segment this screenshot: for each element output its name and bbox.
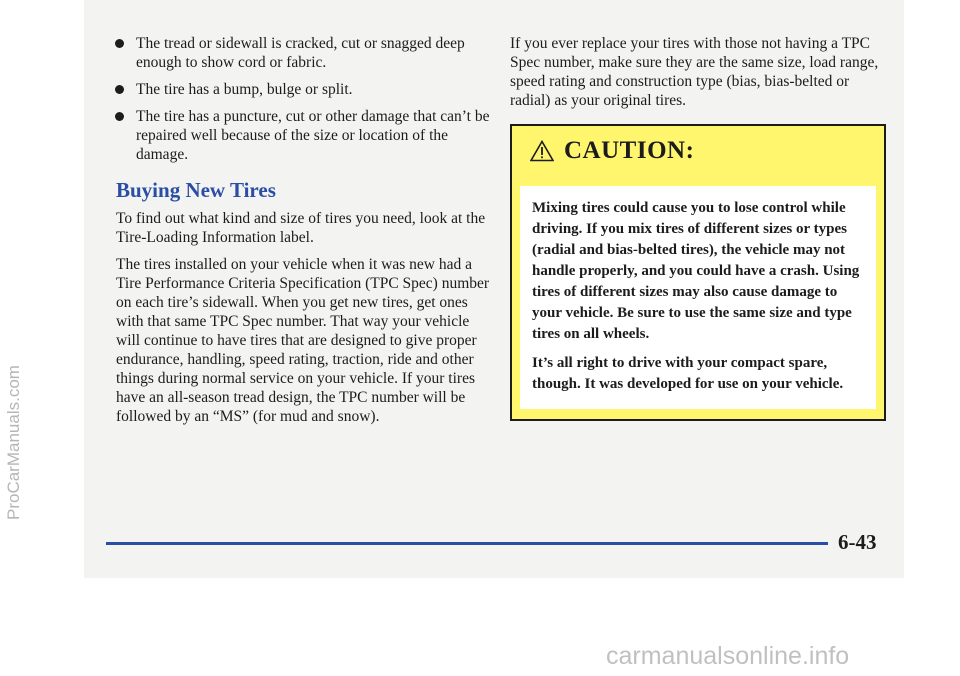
caution-title: CAUTION: [564,137,695,164]
body-paragraph: If you ever replace your tires with those not having a TPC Spec number, make sure they are the same size, load range, speed rating and construction type (bias, bias-belted or radial) as your original tires. [510,35,879,109]
bullet-dot-icon [115,112,124,121]
bullet-item [110,80,490,99]
bullet-text: The tire has a bump, bulge or split. [136,81,353,98]
caution-body-inner [520,186,876,409]
caution-header [512,126,884,178]
bullet-text: The tire has a puncture, cut or other damage that can’t be repaired well because of the size or location of the damage. [136,108,490,163]
caution-body [512,178,884,419]
caution-box [510,124,886,421]
warning-triangle-icon [530,140,554,162]
watermark-left: ProCarManuals.com [4,365,23,520]
footer-rule [106,542,828,545]
caution-paragraph: Mixing tires could cause you to lose control while driving. If you mix tires of different sizes or types (radial and bias-belted tires), the vehicle may not handle properly, and you could have a crash. Using tires of different sizes may also cause damage to your vehicle. Be sure to use the same size and type tires on all wheels. [532,200,860,342]
bullet-dot-icon [115,85,124,94]
body-paragraph: To find out what kind and size of tires you need, look at the Tire-Loading Information label. [116,210,486,246]
caution-paragraph: It’s all right to drive with your compact spare, though. It was developed for use on your vehicle. [532,355,844,392]
bullet-item [110,107,490,164]
bullet-text: The tread or sidewall is cracked, cut or snagged deep enough to show cord or fabric. [136,35,465,71]
left-column [110,34,490,434]
tire-damage-bullet-list [110,34,490,164]
page-number: 6-43 [838,530,877,554]
right-column [510,34,886,421]
bullet-item [110,34,490,72]
body-paragraph: The tires installed on your vehicle when it was new had a Tire Performance Criteria Specification (TPC Spec) number on each tire’s sidewall. When you get new tires, get ones with that same TPC Spec number. That way your vehicle will continue to have tires that are designed to give proper endurance, handling, speed rating, traction, ride and other things during normal service on your vehicle. If your tires have an all-season tread design, the TPC number will be followed by an “MS” (for mud and snow). [116,256,490,425]
section-title: Buying New Tires [116,178,276,202]
bullet-dot-icon [115,39,124,48]
watermark-bottom: carmanualsonline.info [606,642,850,670]
